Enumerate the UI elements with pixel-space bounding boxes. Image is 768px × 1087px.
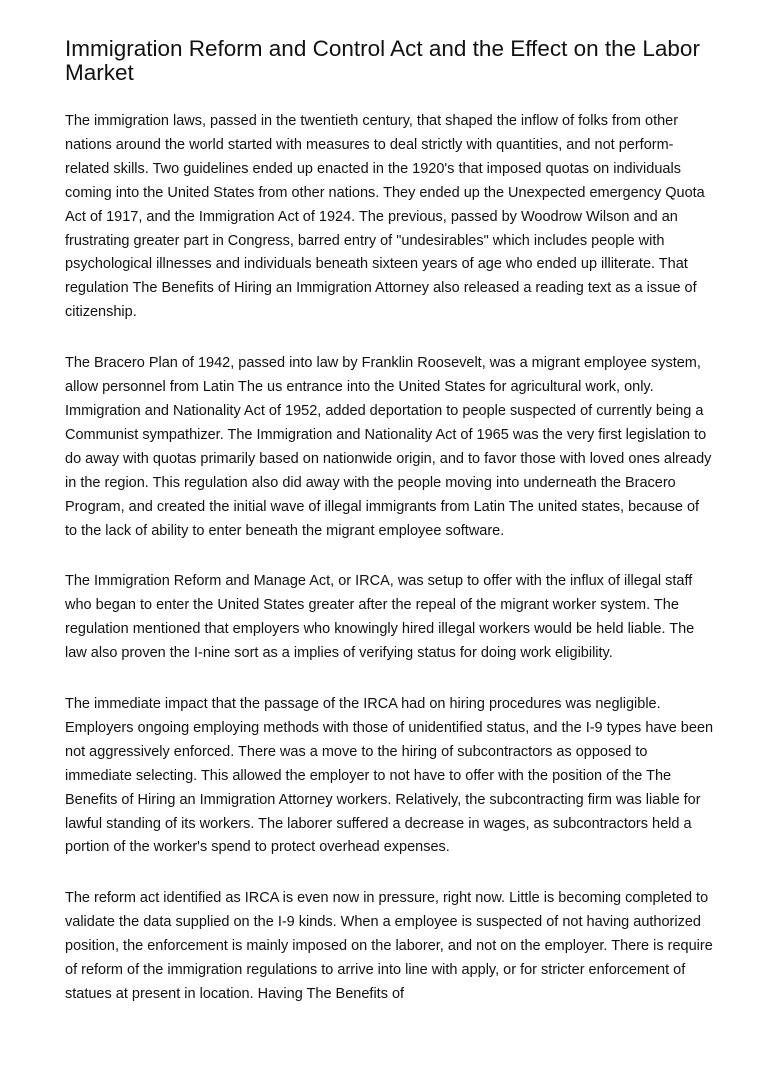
paragraph-4: The immediate impact that the passage of the IRCA had on hiring procedures was negligible. Employers ongoing employing methods with those of unidentified status, and the I-9 types have been not aggressively enforced. There was a move to the hiring of subcontractors as opposed to immediate selecting. This allowed the employer to not have to offer with the position of the The Benefits of Hiring an Immigration Attorney workers. Relatively, the subcontracting firm was liable for lawful standing of its workers. The laborer suffered a decrease in wages, as subcontractors held a portion of the worker's spend to protect overhead expenses. (65, 696, 714, 856)
document-body (65, 110, 715, 1034)
page-title: Immigration Reform and Control Act and the Effect on the Labor Market (65, 36, 700, 85)
paragraph-1: The immigration laws, passed in the twentieth century, that shaped the inflow of folks from other nations around the world started with measures to deal strictly with quantities, and not perform-related skills. Two guidelines ended up enacted in the 1920's that imposed quotas on individuals coming into the United States from other nations. They ended up the Unexpected emergency Quota Act of 1917, and the Immigration Act of 1924. The previous, passed by Woodrow Wilson and an frustrating greater part in Congress, barred entry of "undesirables" which includes people with psychological illnesses and individuals beneath sixteen years of age who ended up illiterate. That regulation The Benefits of Hiring an Immigration Attorney also released a reading text as a issue of citizenship. (65, 113, 705, 321)
paragraph-3: The Immigration Reform and Manage Act, or IRCA, was setup to offer with the influx of illegal staff who began to enter the United States greater after the repeal of the migrant worker system. The regulation mentioned that employers who knowingly hired illegal workers would be held liable. The law also proven the I-nine sort as a implies of verifying status for doing work eligibility. (65, 573, 695, 662)
paragraph-5: The reform act identified as IRCA is even now in pressure, right now. Little is becoming completed to validate the data supplied on the I-9 kinds. When a employee is suspected of not having authorized position, the enforcement is mainly imposed on the laborer, and not on the employer. There is require of reform of the immigration regulations to arrive into line with apply, or for stricter enforcement of statues at present in location. Having The Benefits of (65, 890, 713, 1002)
paragraph-2: The Bracero Plan of 1942, passed into law by Franklin Roosevelt, was a migrant employee system, allow personnel from Latin The us entrance into the United States for agricultural work, only. Immigration and Nationality Act of 1952, added deportation to people suspected of currently being a Communist sympathizer. The Immigration and Nationality Act of 1965 was the very first legislation to do away with quotas primarily based on nationwide origin, and to favor those with loved ones already in the region. This regulation also did away with the people moving into underneath the Bracero Program, and created the initial wave of illegal immigrants from Latin The united states, because of to the lack of ability to enter beneath the migrant employee software. (65, 355, 712, 539)
